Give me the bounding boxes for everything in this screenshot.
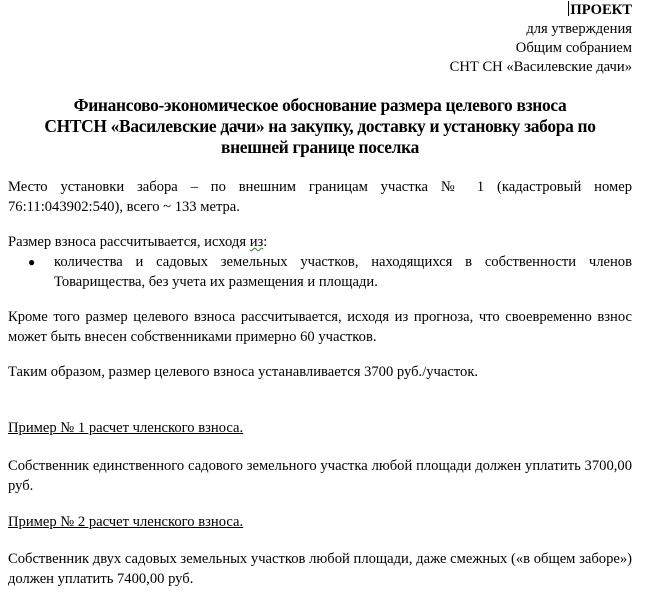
spellcheck-flagged-word[interactable]: из [249, 234, 264, 250]
example1-heading: Пример № 1 расчет членского взноса. [8, 420, 244, 436]
location-paragraph: Место установки забора – по внешним границам участка № 1 (кадастровый номер 76:11:043902:540), всего ~ 133 метра. [8, 179, 632, 215]
approval-line: СНТ СН «Василевские дачи» [449, 59, 632, 75]
approval-line: для утверждения [526, 21, 632, 37]
project-label: ПРОЕКТ [570, 2, 632, 18]
forecast-paragraph: Кроме того размер целевого взноса рассчитывается, исходя из прогноза, что своевременно взнос может быть внесен собственниками примерно 60 участков. [8, 309, 632, 345]
example2-heading: Пример № 2 расчет членского взноса. [8, 514, 244, 530]
example1-text: Собственник единственного садового земельного участка любой площади должен уплатить 3700,00 руб. [8, 458, 632, 494]
basis-intro: Размер взноса рассчитывается, исходя из: [8, 234, 268, 250]
document-title: Финансово-экономическое обоснование размера целевого взноса СНТСН «Василевские дачи» на закупку, доставку и установку забора по внешней границе поселка [44, 95, 596, 157]
result-paragraph: Таким образом, размер целевого взноса устанавливается 3700 руб./участок. [8, 364, 479, 380]
basis-bullet-list [8, 252, 632, 292]
example2-text: Собственник двух садовых земельных участков любой площади, даже смежных («в общем заборе») должен уплатить 7400,00 руб. [8, 551, 632, 587]
bullet-icon: ● [28, 255, 36, 269]
list-item: ● количества и садовых земельных участков, находящихся в собственности членов Товарищества, без учета их размещения и площади. [8, 252, 632, 292]
approval-block [232, 1, 632, 77]
approval-line: Общим собранием [515, 40, 632, 56]
